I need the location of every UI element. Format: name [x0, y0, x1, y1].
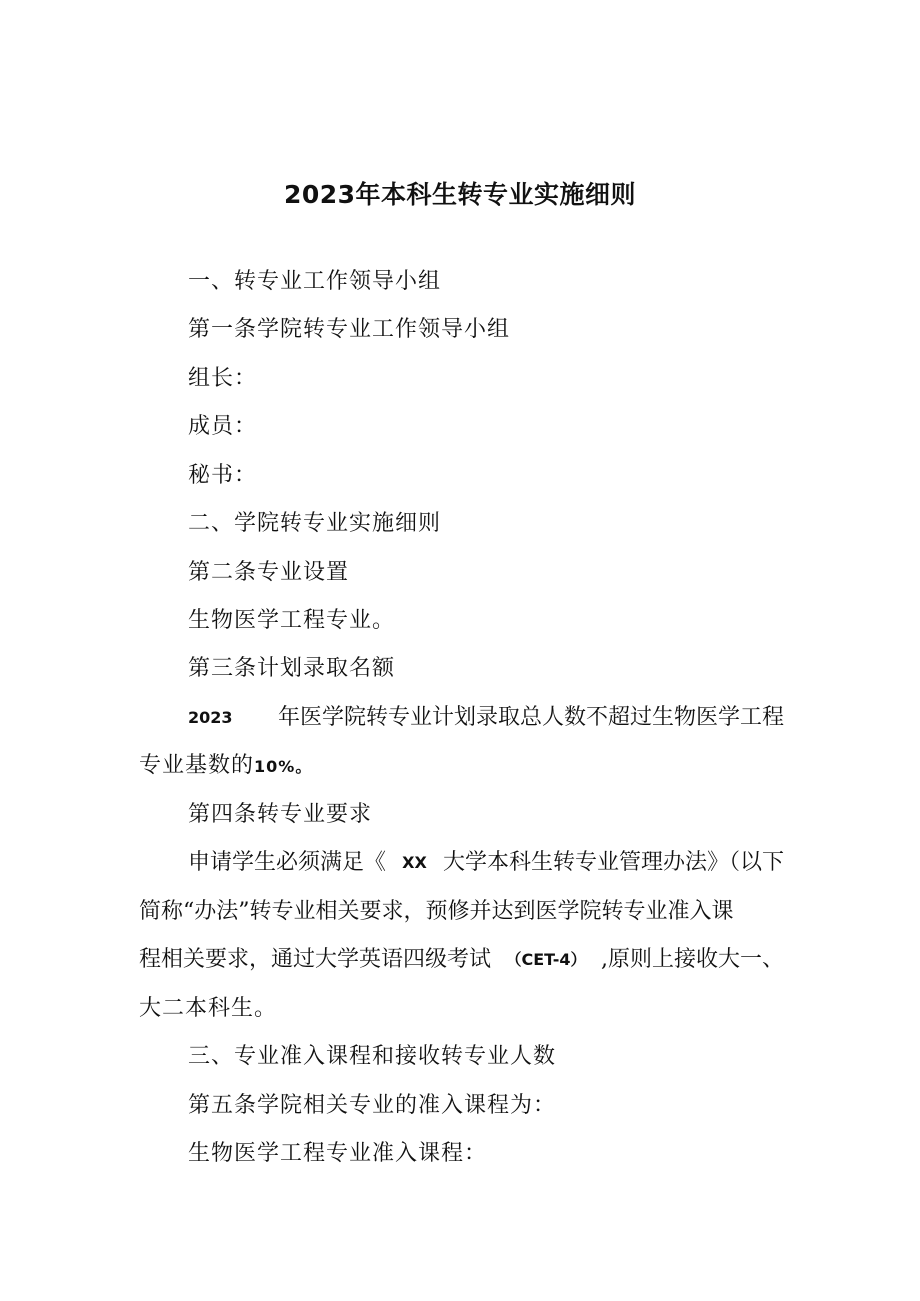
section-heading-2: 二、学院转专业实施细则 [188, 511, 442, 536]
article-2: 第二条专业设置 [188, 560, 350, 585]
secretary-label: 秘书： [188, 463, 258, 488]
leader-label: 组长： [188, 366, 258, 391]
quota-line-2 [139, 749, 312, 784]
requirement-text-3c: ,原则上接收大一、 [601, 947, 784, 972]
requirement-line-4: 大二本科生。 [139, 996, 278, 1021]
requirement-text-1a: 申请学生必须满足《 [188, 850, 387, 875]
section-heading-1: 一、转专业工作领导小组 [188, 269, 442, 294]
document-title: 2023年本科生转专业实施细则 [283, 180, 637, 209]
requirement-line-2 [139, 895, 784, 929]
quota-percent: 10%。 [254, 757, 313, 776]
members-label: 成员： [188, 414, 258, 439]
requirement-line-3 [139, 943, 784, 977]
requirement-text-1c: 大学本科生转专业管理办法》（以下 [442, 850, 784, 875]
article-1: 第一条学院转专业工作领导小组 [188, 317, 511, 342]
courses-heading: 生物医学工程专业准入课程： [188, 1141, 488, 1166]
major-name: 生物医学工程专业。 [188, 608, 396, 633]
article-3: 第三条计划录取名额 [188, 656, 396, 681]
quota-text-2: 专业基数的 [139, 753, 255, 778]
requirement-text-2: 简称“办法”转专业相关要求，预修并达到医学院转专业准入课 [139, 899, 734, 924]
requirement-xx: XX [402, 853, 427, 872]
section-heading-3: 三、专业准入课程和接收转专业人数 [188, 1044, 557, 1069]
requirement-text-3a: 程相关要求，通过大学英语四级考试 [139, 947, 492, 972]
article-5: 第五条学院相关专业的准入课程为： [188, 1093, 557, 1118]
quota-year: 2023 [188, 708, 233, 727]
requirement-cet4: （CET-4） [505, 950, 587, 969]
quota-text-1: 年医学院转专业计划录取总人数不超过生物医学工程 [277, 705, 784, 730]
article-4: 第四条转专业要求 [188, 802, 373, 827]
quota-line-1 [188, 701, 784, 735]
requirement-line-1 [188, 846, 784, 880]
